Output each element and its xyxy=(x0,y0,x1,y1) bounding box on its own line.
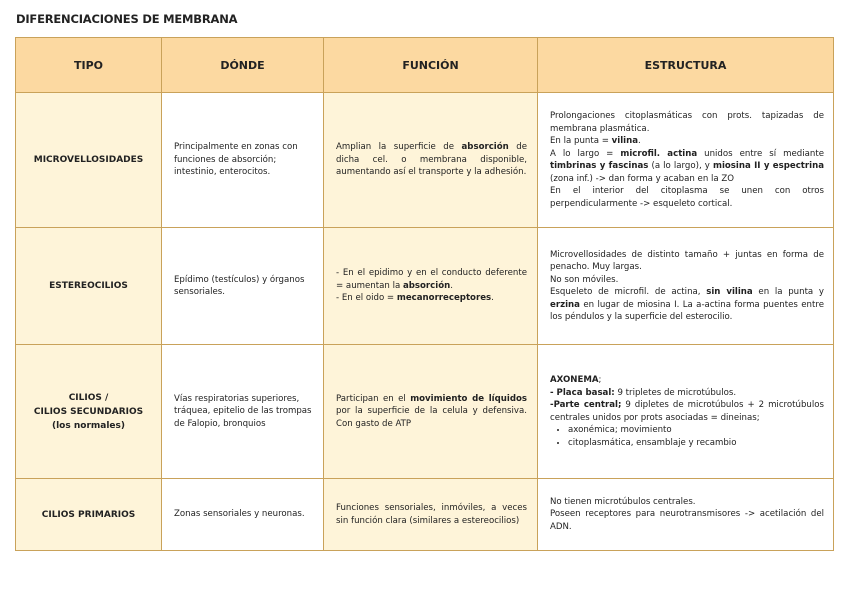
header-estructura: ESTRUCTURA xyxy=(538,38,834,93)
estructura-line: A lo largo = microfil. actina unidos entre sí mediante timbrinas y fascinas (a lo largo), y miosina II y espectrina (zona inf.) -> dan forma y acaban en la ZO xyxy=(550,148,825,184)
cell-donde: Vías respiratorias superiores, tráquea, epitelio de las trompas de Falopio, bronquios xyxy=(162,345,324,479)
header-funcion: FUNCIÓN xyxy=(324,38,538,93)
estructura-line: En el interior del citoplasma se unen con otros perpendicularmente -> esqueleto cortical. xyxy=(550,186,824,209)
table-row xyxy=(16,345,834,479)
funcion-line: - En el epidimo y en el conducto deferente = aumentan la absorción. xyxy=(336,268,527,291)
membrane-table xyxy=(15,37,834,551)
cell-estructura xyxy=(538,93,834,228)
cell-estructura xyxy=(538,228,834,345)
document-title: DIFERENCIACIONES DE MEMBRANA xyxy=(16,12,238,26)
estructura-line: -Parte central; 9 dipletes de microtúbulos + 2 microtúbulos centrales unidos por prots asociadas = dineinas; xyxy=(550,400,824,423)
funcion-bold: movimiento de líquidos xyxy=(410,393,527,404)
cell-funcion xyxy=(324,228,538,345)
cell-donde: Epídimo (testículos) y órganos sensoriales. xyxy=(162,228,324,345)
list-item: • citoplasmática, ensamblaje y recambio xyxy=(568,437,824,450)
tipo-label: CILIOS SECUNDARIOS xyxy=(33,406,144,417)
header-tipo: TIPO xyxy=(16,38,162,93)
estructura-line: Esqueleto de microfil. de actina, sin vilina en la punta y erzina en lugar de miosina I. La a-actina forma puentes entre los péndulos y la superficie del esterocilio. xyxy=(550,287,824,322)
cell-tipo xyxy=(16,345,162,479)
table-header-row xyxy=(16,38,834,93)
tipo-label: CILIOS PRIMARIOS xyxy=(41,509,136,520)
table-row xyxy=(16,479,834,551)
cell-estructura xyxy=(538,345,834,479)
cell-donde: Principalmente en zonas con funciones de absorción; intestinio, enterocitos. xyxy=(162,93,324,228)
cell-donde: Zonas sensoriales y neuronas. xyxy=(162,479,324,551)
funcion-text: por la superficie de la celula y defensiva. Con gasto de ATP xyxy=(336,406,527,429)
tipo-label: MICROVELLOSIDADES xyxy=(33,155,144,165)
cell-funcion xyxy=(324,345,538,479)
estructura-line: Poseen receptores para neurotransmisores -> acetilación del ADN. xyxy=(550,509,824,532)
estructura-line: Microvellosidades de distinto tamaño + juntas en forma de penacho. Muy largas. xyxy=(550,249,824,272)
list-item: • axonémica; movimiento xyxy=(568,424,824,437)
estructura-line: Prolongaciones citoplasmáticas con prots. tapizadas de membrana plasmática. xyxy=(550,111,824,134)
cell-funcion xyxy=(324,93,538,228)
tipo-label: CILIOS / xyxy=(68,392,109,403)
tipo-label: ESTEREOCILIOS xyxy=(49,281,128,291)
cell-funcion: Funciones sensoriales, inmóviles, a veces sin función clara (similares a estereocilios) xyxy=(324,479,538,551)
cell-tipo xyxy=(16,228,162,345)
cell-estructura xyxy=(538,479,834,551)
estructura-line: No son móviles. xyxy=(550,274,619,285)
header-donde: DÓNDE xyxy=(162,38,324,93)
funcion-bold: absorción xyxy=(461,142,509,153)
tipo-label: (los normales) xyxy=(51,420,125,431)
estructura-line: No tienen microtúbulos centrales. xyxy=(550,496,696,507)
estructura-line: En la punta = vilina. xyxy=(550,136,641,146)
estructura-line: - Placa basal: 9 tripletes de microtúbulos. xyxy=(550,387,737,398)
cell-tipo xyxy=(16,93,162,228)
estructura-line: AXONEMA; xyxy=(550,375,602,385)
cell-tipo xyxy=(16,479,162,551)
funcion-text: Amplian la superficie de xyxy=(336,142,462,153)
dinein-list xyxy=(550,424,824,449)
funcion-line: - En el oido = mecanorreceptores. xyxy=(336,293,494,304)
table-row xyxy=(16,228,834,345)
funcion-text: de dicha cel. o membrana disponible, aumentando así el transporte y la adhesión. xyxy=(336,142,527,178)
funcion-text: Participan en el xyxy=(336,393,411,404)
table-row xyxy=(16,93,834,228)
